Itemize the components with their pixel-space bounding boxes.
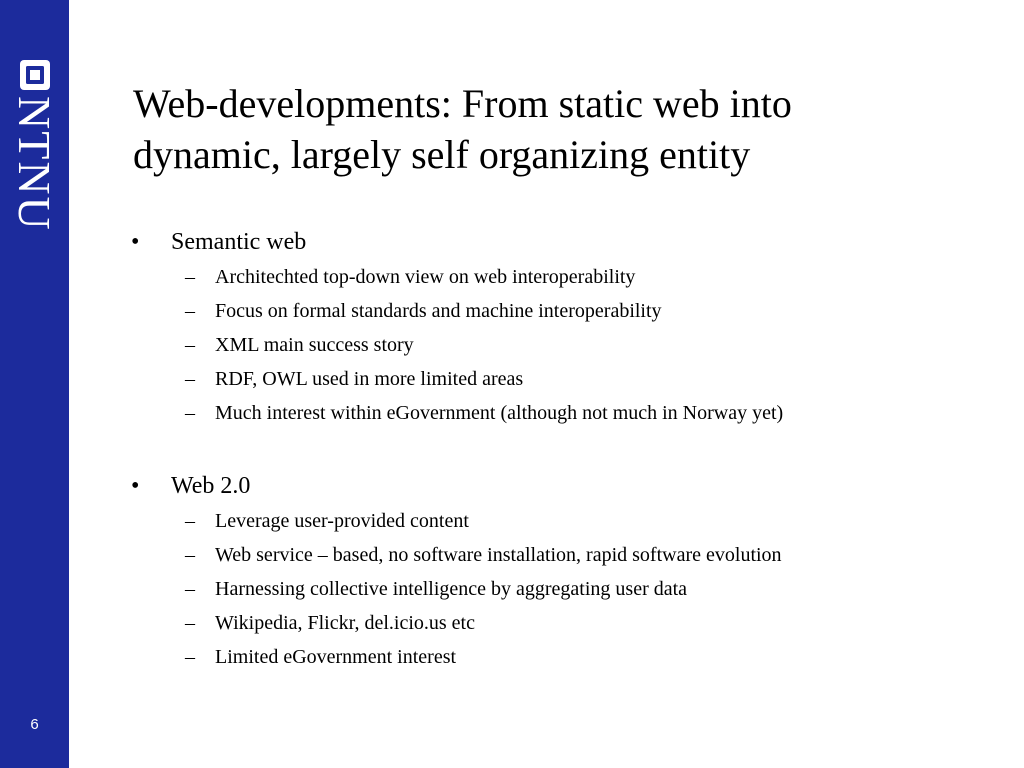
dash-icon: – [185, 544, 195, 566]
dash-icon: – [185, 402, 195, 424]
sub-bullet-text: Leverage user-provided content [215, 510, 469, 532]
slide-title-line-1: Web-developments: From static web into [133, 81, 792, 126]
sub-bullet-text: Much interest within eGovernment (although not much in Norway yet) [215, 402, 784, 424]
bullet-icon: • [131, 229, 140, 255]
sub-bullet-text: Focus on formal standards and machine interoperability [215, 300, 662, 322]
bullet-text: Web 2.0 [171, 473, 251, 499]
slide-title-line-2: dynamic, largely self organizing entity [133, 132, 751, 177]
bullet-icon: • [131, 473, 140, 499]
dash-icon: – [185, 334, 195, 356]
slide-number: 6 [30, 716, 39, 733]
sub-bullet-text: XML main success story [215, 334, 414, 356]
dash-icon: – [185, 510, 195, 532]
bullet-text: Semantic web [171, 229, 307, 255]
sub-bullet-text: Architechted top-down view on web interoperability [215, 266, 636, 288]
dash-icon: – [185, 578, 195, 600]
sub-bullet-text: Harnessing collective intelligence by aggregating user data [215, 578, 688, 600]
dash-icon: – [185, 646, 195, 668]
dash-icon: – [185, 300, 195, 322]
sub-bullet-text: Wikipedia, Flickr, del.icio.us etc [215, 612, 475, 634]
dash-icon: – [185, 612, 195, 634]
dash-icon: – [185, 266, 195, 288]
dash-icon: – [185, 368, 195, 390]
ntnu-logo-text: NTNU [9, 96, 60, 232]
sub-bullet-text: RDF, OWL used in more limited areas [215, 368, 524, 390]
sub-bullet-text: Limited eGovernment interest [215, 646, 457, 668]
sub-bullet-text: Web service – based, no software installation, rapid software evolution [215, 544, 782, 566]
